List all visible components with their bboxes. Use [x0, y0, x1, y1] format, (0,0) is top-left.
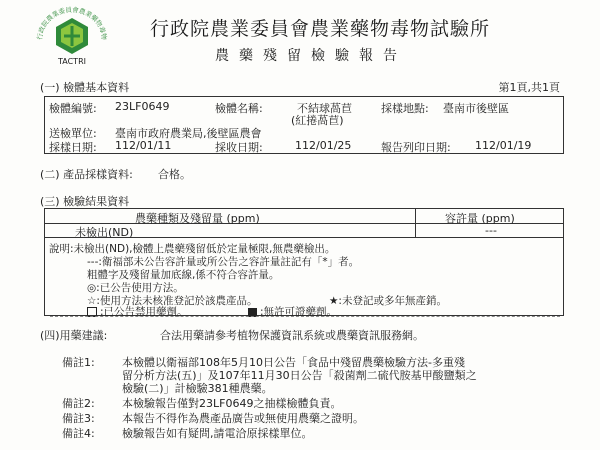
note-line1: 說明:未檢出(ND),檢體上農藥殘留低於定量極限,無農藥檢出。 [49, 243, 336, 255]
sample-name-label: 檢體名稱: [215, 102, 263, 115]
receive-date: 112/01/25 [295, 139, 352, 152]
result-tolerance: --- [485, 224, 497, 237]
institute-name: 行政院農業委員會農業藥物毒物試驗所 [150, 18, 491, 40]
remark2-line1: 本檢驗報告僅對23LF0649之抽樣檢體負責。 [122, 397, 342, 410]
unit-label: 送檢單位: [49, 127, 97, 140]
sample-name-sub: (紅捲萵苣) [291, 114, 344, 127]
unit: 臺南市政府農業局,後壁區農會 [115, 127, 262, 140]
note-line6b: :無許可證藥劑。 [260, 306, 338, 318]
section3-title: (三) 檢驗結果資料 [40, 195, 130, 208]
note-line6a: :已公告禁用藥劑。 [100, 306, 188, 318]
remark4-line1: 檢驗報告如有疑問,請電洽原採樣單位。 [122, 427, 313, 440]
dashed-divider [50, 316, 560, 317]
remark1-line1: 本檢體以衛福部108年5月10日公告「食品中殘留農藥檢驗方法-多重殘 [122, 356, 465, 369]
sample-date-label: 採樣日期: [49, 141, 97, 154]
section1-title: (一) 檢體基本資料 [40, 81, 130, 94]
notes-box [44, 238, 564, 316]
remark2-label: 備註2: [62, 397, 95, 410]
receive-date-label: 採收日期: [215, 141, 263, 154]
logo-text: TACTRI [58, 57, 86, 66]
section2-title: (二) 產品採樣資料: [40, 168, 133, 181]
logo-ring-text: 行政院農業委員會農業藥物毒物 [35, 6, 109, 41]
remark1-line3: 檢驗(二)」計檢驗381種農藥。 [122, 382, 273, 395]
location: 臺南市後壁區 [443, 102, 509, 115]
note-line4: ◎:已公告使用方法。 [87, 282, 184, 294]
sample-no-label: 檢體編號: [49, 102, 97, 115]
sample-no: 23LF0649 [115, 100, 170, 113]
remark3-line1: 本報告不得作為農產品廣告或無使用農藥之證明。 [122, 412, 364, 425]
remark1-line2: 留分析方法(五)」及107年11月30日公告「殺菌劑二硫代胺基甲酸鹽類之 [122, 369, 477, 382]
remark3-label: 備註3: [62, 412, 95, 425]
basic-info-table [44, 96, 564, 154]
section4-title: (四)用藥建議: [40, 329, 108, 342]
sample-date: 112/01/11 [115, 139, 172, 152]
note-line5a: ☆:使用方法未核准登記於該農產品。 [87, 295, 258, 307]
remark1-label: 備註1: [62, 356, 95, 369]
remark4-label: 備註4: [62, 427, 95, 440]
result-residue: 未檢出(ND) [75, 226, 134, 239]
note-line5b: ★:未登記或多年無產銷。 [329, 295, 447, 307]
note-line3: 粗體字及殘留量加底線,係不符合容許量。 [87, 269, 280, 281]
note-line2: ---:衛福部未公告容許量或所公告之容許量註記有「*」者。 [87, 256, 360, 268]
col-header-residue: 農藥種類及殘留量 (ppm) [135, 212, 260, 225]
sample-name: 不結球萵苣 [297, 102, 352, 115]
section2-value: 合格。 [158, 168, 191, 181]
location-label: 採樣地點: [381, 102, 429, 115]
print-date-label: 報告列印日期: [381, 141, 451, 154]
institute-logo [30, 6, 114, 68]
result-table [44, 208, 564, 238]
print-date: 112/01/19 [475, 139, 532, 152]
col-header-tolerance: 容許量 (ppm) [445, 212, 515, 225]
section4-text: 合法用藥請參考植物保護資訊系統或農藥資訊服務網。 [160, 329, 424, 342]
report-title: 農藥殘留檢驗報告 [215, 48, 407, 64]
page-info: 第1頁,共1頁 [498, 81, 560, 94]
